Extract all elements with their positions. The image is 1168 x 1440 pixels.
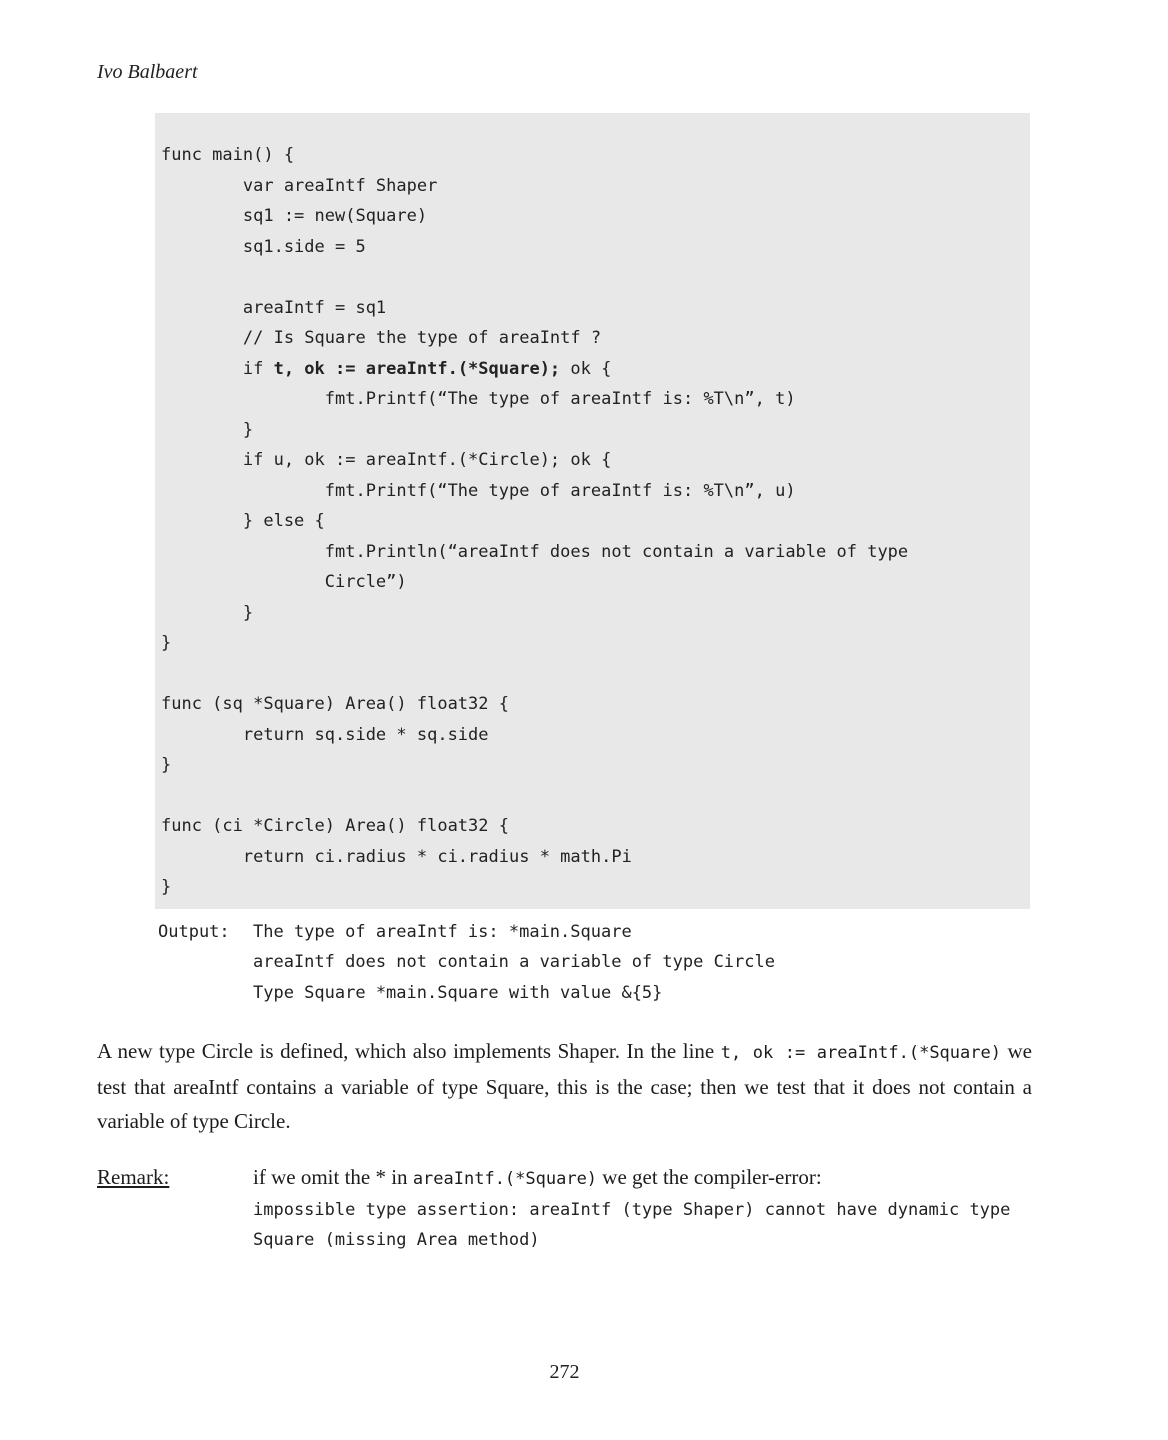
- code-line: return ci.radius * ci.radius * math.Pi: [161, 846, 632, 867]
- page-content: [97, 0, 1032, 1384]
- output-label: Output:: [158, 921, 230, 942]
- remark-label: [97, 1162, 253, 1256]
- code-line: func (ci *Circle) Area() float32 {: [161, 816, 509, 836]
- code-line: fmt.Println(“areaIntf does not contain a variable of type: [161, 541, 909, 562]
- code-line: sq1 := new(Square): [161, 206, 428, 226]
- code-line: }: [161, 419, 254, 440]
- code-line: areaIntf = sq1: [161, 297, 387, 318]
- code-line: } else {: [161, 511, 325, 531]
- remark-intro-line: if we omit the * in areaIntf.(*Square) we get the compiler-error:: [253, 1165, 822, 1189]
- go-code-block: [155, 113, 1030, 909]
- remark-body: [253, 1162, 1032, 1256]
- body-paragraph: A new type Circle is defined, which also implements Shaper. In the line t, ok := areaIntf.(*Square) we test that areaIntf contains a variable of type Square, this is the case; then we test that it does not contain a variable of type Circle.: [97, 1039, 1032, 1133]
- code-line: func (sq *Square) Area() float32 {: [161, 694, 509, 714]
- text-line: Type Square *main.Square with value &{5}: [253, 982, 663, 1003]
- text-line: impossible type assertion: areaIntf (type Shaper) cannot have dynamic type: [253, 1199, 1011, 1220]
- code-line: [161, 659, 1030, 690]
- text-line: areaIntf does not contain a variable of type Circle: [253, 952, 775, 972]
- code-line: }: [161, 633, 172, 653]
- remark-section: [97, 1162, 1032, 1256]
- remark-label-text: Remark:: [97, 1165, 170, 1189]
- code-line: fmt.Printf(“The type of areaIntf is: %T\n”, u): [161, 480, 796, 501]
- code-line: }: [161, 755, 172, 775]
- code-line: return sq.side * sq.side: [161, 724, 489, 745]
- text-line: The type of areaIntf is: *main.Square: [253, 921, 632, 942]
- code-line: func main() {: [161, 145, 295, 165]
- code-line: sq1.side = 5: [161, 236, 366, 257]
- code-line: }: [161, 602, 254, 623]
- code-line: [161, 262, 1030, 293]
- code-line: }: [161, 877, 172, 897]
- code-line: [161, 781, 1030, 812]
- page-number: 272: [549, 1360, 580, 1383]
- text-line: Square (missing Area method): [253, 1230, 540, 1250]
- compiler-error-lines: [253, 1195, 1032, 1256]
- output-lines: [253, 917, 1032, 1009]
- code-line: var areaIntf Shaper: [161, 175, 438, 196]
- code-line: if u, ok := areaIntf.(*Circle); ok {: [161, 450, 612, 470]
- code-line: fmt.Printf(“The type of areaIntf is: %T\n”, t): [161, 389, 796, 409]
- running-header-author: Ivo Balbaert: [97, 61, 198, 83]
- code-line: if t, ok := areaIntf.(*Square); ok {: [161, 358, 612, 379]
- code-line: // Is Square the type of areaIntf ?: [161, 328, 602, 348]
- code-line: Circle”): [161, 572, 407, 592]
- program-output: [97, 917, 1032, 1009]
